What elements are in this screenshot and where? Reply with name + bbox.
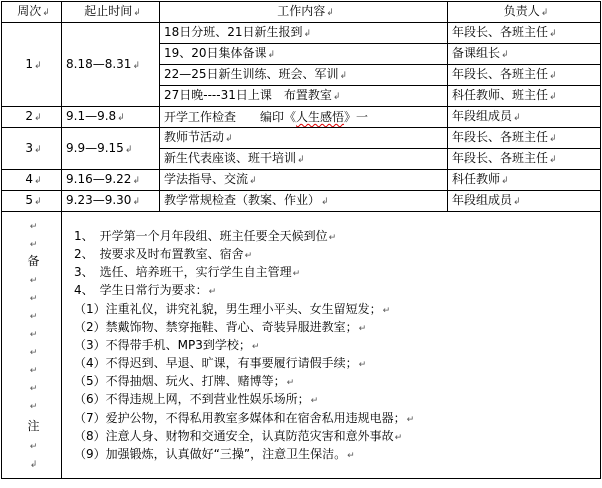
notes-label-cell: ↵ ↵ 备 ↵ ↵ ↵ ↵ ↵ ↵ ↵ ↵ 注 ↵ ↲	[2, 212, 62, 479]
content-cell: 开学工作检查 编印《人生感悟》一	[160, 107, 448, 128]
note-item: （9）加强锻炼，认真做好“三操”，注意卫生保洁。↵	[74, 447, 355, 462]
note-item: （3）不得带手机、MP3到学校；↵	[74, 337, 260, 352]
content-cell: 18日分班、21日新生报到↲	[160, 23, 448, 44]
content-cell: 27日晚----31日上课 布置教室↲	[160, 86, 448, 107]
owner-cell: 年段组成员↲	[448, 191, 601, 212]
notes-cell	[62, 212, 601, 479]
period-cell: 9.9—9.15↲	[62, 128, 160, 170]
note-item: （8）注意人身、财物和交通安全，认真防范灾害和意外事故↵	[74, 428, 403, 443]
content-cell: 19、20日集体备课↲	[160, 44, 448, 65]
content-cell: 学法指导、交流↲	[160, 170, 448, 191]
note-item: （7）爱护公物，不得私用教室多媒体和在宿舍私用违规电器；↵	[74, 410, 415, 425]
note-item: 2、 按要求及时布置教室、宿舍↵	[74, 246, 253, 261]
owner-cell: 科任教师↲	[448, 170, 601, 191]
note-item: （2）禁戴饰物、禁穿拖鞋、背心、奇装异服进教室；↵	[74, 319, 367, 334]
owner-cell: 年段组成员↲	[448, 107, 601, 128]
owner-cell: 年段长、各班主任↲	[448, 23, 601, 44]
content-cell: 新生代表座谈、班干培训↲	[160, 149, 448, 170]
content-cell: 教学常规检查（教案、作业）↲	[160, 191, 448, 212]
note-item: 4、 学生日常行为要求：↵	[74, 283, 217, 298]
period-cell: 9.23—9.30↲	[62, 191, 160, 212]
content-cell: 教师节活动↲	[160, 128, 448, 149]
schedule-table	[1, 1, 601, 479]
owner-cell: 备课组长↲	[448, 44, 601, 65]
table-row	[2, 128, 601, 149]
week-cell: 2↲	[2, 107, 62, 128]
header-owner: 负责人↲	[448, 2, 601, 23]
table-row	[2, 191, 601, 212]
notes-label-top: 备	[27, 254, 40, 268]
period-cell: 8.18—8.31↲	[62, 23, 160, 107]
note-item: （1）注重礼仪，讲究礼貌，男生理小平头、女生留短发；↵	[74, 301, 391, 316]
notes-label-bottom: 注	[27, 419, 40, 433]
period-cell: 9.16—9.22↲	[62, 170, 160, 191]
table-row	[2, 107, 601, 128]
table-row	[2, 170, 601, 191]
content-cell: 22—25日新生训练、班会、军训↲	[160, 65, 448, 86]
header-row	[2, 2, 601, 23]
table-row	[2, 23, 601, 44]
note-item: （6）不得违规上网，不到营业性娱乐场所；↵	[74, 392, 319, 407]
week-cell: 4↲	[2, 170, 62, 191]
period-cell: 9.1—9.8↲	[62, 107, 160, 128]
owner-cell: 科任教师、班主任↲	[448, 86, 601, 107]
note-item: 3、 选任、培养班干，实行学生自主管理↵	[74, 265, 301, 280]
note-item: 1、 开学第一个月年段组、班主任要全天候到位↵	[74, 228, 337, 243]
note-item: （5）不得抽烟、玩火、打牌、赌博等；↵	[74, 374, 295, 389]
notes-row	[2, 212, 601, 479]
note-item: （4）不得迟到、早退、旷课，有事要履行请假手续；↵	[74, 356, 367, 371]
header-week: 周次↲	[2, 2, 62, 23]
week-cell: 5↲	[2, 191, 62, 212]
owner-cell: 年段长、各班主任↲	[448, 65, 601, 86]
header-period: 起止时间↲	[62, 2, 160, 23]
header-content: 工作内容↲	[160, 2, 448, 23]
owner-cell: 年段长、各班主任↲	[448, 149, 601, 170]
week-cell: 1↲	[2, 23, 62, 107]
week-cell: 3↲	[2, 128, 62, 170]
owner-cell: 年段长、各班主任↲	[448, 128, 601, 149]
